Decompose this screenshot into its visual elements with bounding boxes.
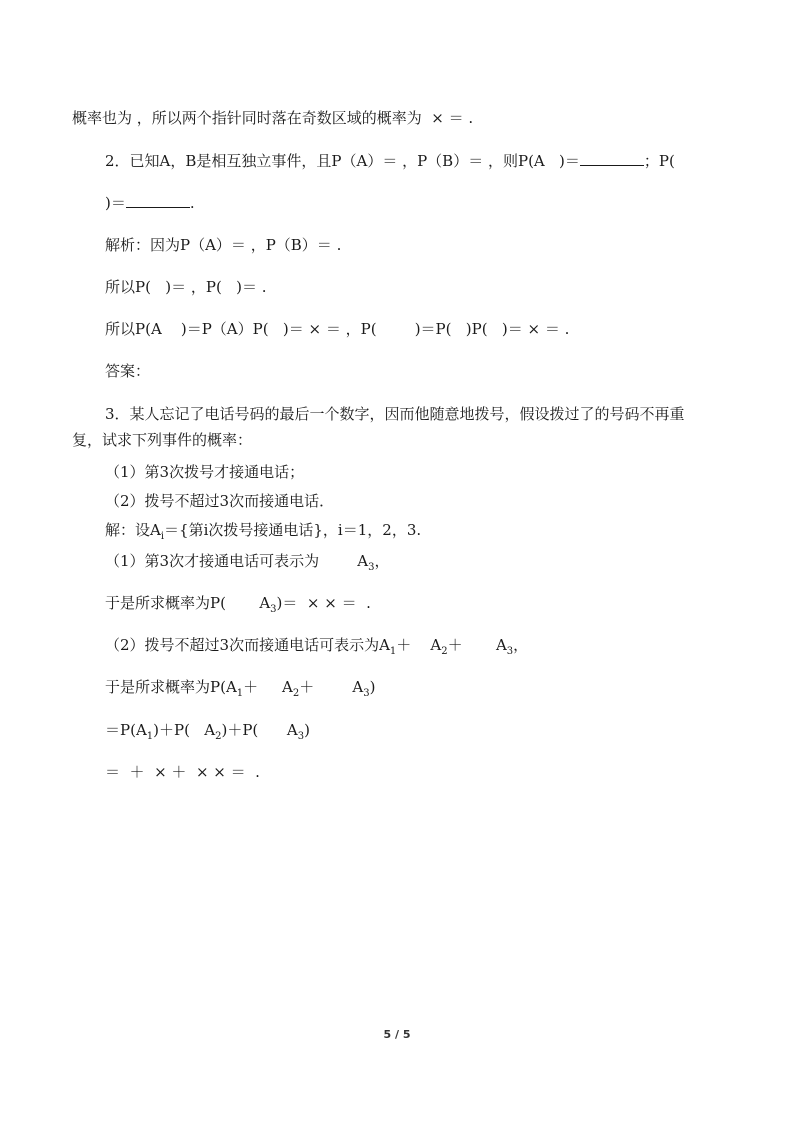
analysis-3: 所以P(A )＝P（A）P( )＝ × ＝ ，P( )＝P( )P( )＝ × ＝ . <box>105 320 570 338</box>
solution-2-expr: （2）拨号不超过3次而接通电话可表示为$A_1+$ $A_2+$ $A_3$， <box>105 636 529 657</box>
problem-2: 2．已知A，B是相互独立事件，且P（A）＝ ，P（B）＝ ，则P(A )＝ ；P( <box>105 152 675 170</box>
problem-2-cont: )＝ . <box>105 194 195 212</box>
analysis-2: 所以P( )＝ ，P( )＝ . <box>105 278 267 296</box>
solution-2-sum: $=P(A_1)+P$( $A_2)+P$( $A_3$) <box>105 721 310 742</box>
line-1: 概率也为 ，所以两个指针同时落在奇数区域的概率为 × ＝ . <box>72 109 474 127</box>
answer-label: 答案： <box>105 362 151 380</box>
solution-2-prob: 于是所求概率为$P(A_1+$ $A_2+$ $A_3$) <box>105 678 376 699</box>
answer-blank-2 <box>126 193 190 208</box>
question-1: （1）第3次拨号才接通电话； <box>105 463 305 481</box>
problem-3-cont: 复，试求下列事件的概率： <box>72 431 253 449</box>
solution-def: 解：设$A_i=${第i次拨号接通电话}，i＝1，2，3. <box>105 521 422 542</box>
page-number: 5 / 5 <box>383 1028 411 1041</box>
analysis-1: 解析：因为P（A）＝ ，P（B）＝ . <box>105 236 342 254</box>
solution-1-expr: （1）第3次才接通电话可表示为 $A_3$， <box>105 552 390 573</box>
problem-3: 3．某人忘记了电话号码的最后一个数字，因而他随意地拨号，假设拨过了的号码不再重 <box>105 405 685 423</box>
solution-2-result: ＝ ＋ × ＋ × × ＝ . <box>105 763 260 781</box>
solution-1-prob: 于是所求概率为P( $A_3)=$ × × ＝ . <box>105 594 371 615</box>
question-2: （2）拨号不超过3次而接通电话． <box>105 492 335 510</box>
answer-blank-1 <box>580 151 644 166</box>
